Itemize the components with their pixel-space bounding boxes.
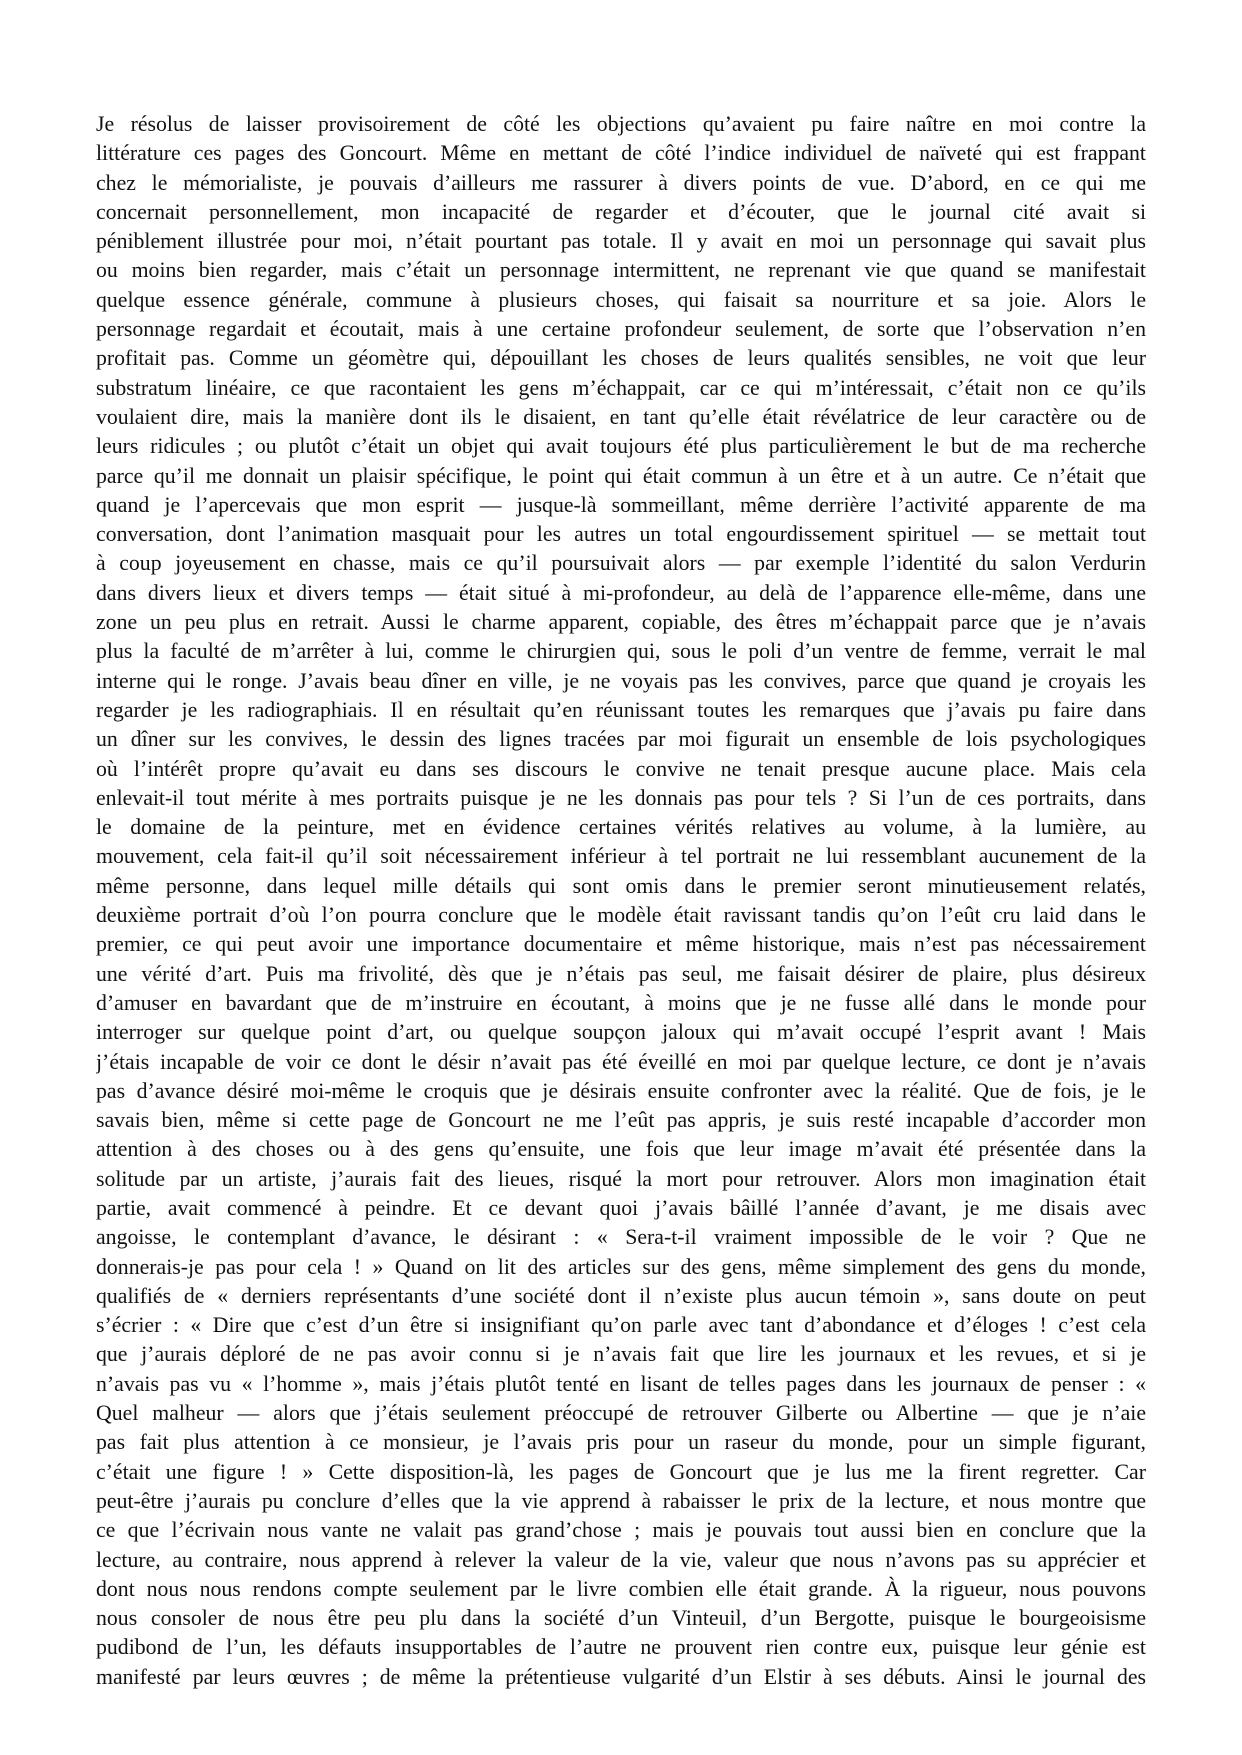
- text-line: Je résolus de laisser provisoirement de côté les objections qu’avaient pu faire naître en moi contre la: [96, 112, 1146, 136]
- text-line: littérature ces pages des Goncourt. Même en mettant de côté l’indice individuel de naïveté qui est frappant: [96, 141, 1146, 166]
- text-line: regarder je les radiographiais. Il en résultait qu’en réunissant toutes les remarques que j’avais pu faire dans: [96, 697, 1146, 722]
- text-line: peut-être j’aurais pu conclure d’elles que la vie apprend à rabaisser le prix de la lecture, et nous montre que: [96, 1488, 1146, 1513]
- text-line: premier, ce qui peut avoir une importance documentaire et même historique, mais n’est pas nécessairement: [96, 932, 1146, 957]
- text-line: pas d’avance désiré moi-même le croquis que je désirais ensuite confronter avec la réalité. Que de fois, je le: [96, 1078, 1146, 1103]
- text-line: profitait pas. Comme un géomètre qui, dépouillant les choses de leurs qualités sensibles, ne voit que leur: [96, 346, 1146, 371]
- text-line: j’étais incapable de voir ce dont le désir n’avait pas été éveillé en moi par quelque lecture, ce dont je n’avais: [96, 1049, 1146, 1074]
- text-line: pas fait plus attention à ce monsieur, je l’avais pris pour un raseur du monde, pour un simple figurant,: [96, 1430, 1146, 1455]
- text-line: parce qu’il me donnait un plaisir spécifique, le point qui était commun à un être et à un autre. Ce n’était que: [96, 463, 1146, 488]
- text-line: conversation, dont l’animation masquait pour les autres un total engourdissement spirituel — se mettait tout: [96, 522, 1146, 547]
- text-line: à coup joyeusement en chasse, mais ce qu’il poursuivait alors — par exemple l’identité du salon Verdurin: [96, 551, 1146, 576]
- text-line: quelque essence générale, commune à plusieurs choses, qui faisait sa nourriture et sa joie. Alors le: [96, 287, 1146, 312]
- text-line: chez le mémorialiste, je pouvais d’ailleurs me rassurer à divers points de vue. D’abord, en ce qui me: [96, 170, 1146, 195]
- text-line: plus la faculté de m’arrêter à lui, comme le chirurgien qui, sous le poli d’un ventre de femme, verrait le mal: [96, 639, 1146, 664]
- text-line: solitude par un artiste, j’aurais fait des lieues, risqué la mort pour retrouver. Alors mon imagination était: [96, 1166, 1146, 1191]
- text-line: dont nous nous rendons compte seulement par le livre combien elle était grande. À la rigueur, nous pouvons: [96, 1576, 1146, 1601]
- text-line: zone un peu plus en retrait. Aussi le charme apparent, copiable, des êtres m’échappait parce que je n’avais: [96, 610, 1146, 635]
- text-line: lecture, au contraire, nous apprend à relever la valeur de la vie, valeur que nous n’avons pas su apprécier et: [96, 1547, 1146, 1572]
- text-line: manifesté par leurs œuvres ; de même la prétentieuse vulgarité d’un Elstir à ses débuts. Ainsi le journal des: [96, 1664, 1146, 1689]
- text-line: pudibond de l’un, les défauts insupportables de l’autre ne prouvent rien contre eux, puisque leur génie est: [96, 1635, 1146, 1660]
- text-line: le domaine de la peinture, met en évidence certaines vérités relatives au volume, à la lumière, au: [96, 815, 1146, 840]
- body-text: [96, 110, 1146, 1721]
- text-line: un dîner sur les convives, le dessin des lignes tracées par moi figurait un ensemble de lois psychologiques: [96, 727, 1146, 752]
- text-line: donnerais-je pas pour cela ! » Quand on lit des articles sur des gens, même simplement des gens du monde,: [96, 1254, 1146, 1279]
- text-line: [96, 1692, 1146, 1721]
- text-line: n’avais pas vu « l’homme », mais j’étais plutôt tenté en lisant de telles pages dans les journaux de penser : «: [96, 1371, 1146, 1396]
- text-line: péniblement illustrée pour moi, n’était pourtant pas totale. Il y avait en moi un personnage qui savait plus: [96, 229, 1146, 254]
- text-line: c’était une figure ! » Cette disposition-là, les pages de Goncourt que je lus me la firent regretter. Car: [96, 1459, 1146, 1484]
- text-line: angoisse, le contemplant d’avance, le désirant : « Sera-t-il vraiment impossible de le voir ? Que ne: [96, 1225, 1146, 1250]
- text-line: que j’aurais déploré de ne pas avoir connu si je n’avais fait que lire les journaux et les revues, et si je: [96, 1342, 1146, 1367]
- text-line: qualifiés de « derniers représentants d’une société dont il n’existe plus aucun témoin », sans doute on peut: [96, 1283, 1146, 1308]
- text-line: concernait personnellement, mon incapacité de regarder et d’écouter, que le journal cité avait si: [96, 199, 1146, 224]
- text-line: leurs ridicules ; ou plutôt c’était un objet qui avait toujours été plus particulièrement le but de ma recherche: [96, 434, 1146, 459]
- text-line: mouvement, cela fait-il qu’il soit nécessairement inférieur à tel portrait ne lui ressemblant aucunement de la: [96, 844, 1146, 869]
- text-line: s’écrier : « Dire que c’est d’un être si insignifiant qu’on parle avec tant d’abondance et d’éloges ! c’est cela: [96, 1313, 1146, 1338]
- text-line: ce que l’écrivain nous vante ne valait pas grand’chose ; mais je pouvais tout aussi bien en conclure que la: [96, 1518, 1146, 1543]
- text-line: personnage regardait et écoutait, mais à une certaine profondeur seulement, de sorte que l’observation n’en: [96, 317, 1146, 342]
- text-line: interne qui le ronge. J’avais beau dîner en ville, je ne voyais pas les convives, parce que quand je croyais les: [96, 668, 1146, 693]
- text-line: nous consoler de nous être peu plu dans la société d’un Vinteuil, d’un Bergotte, puisque le bourgeoisisme: [96, 1606, 1146, 1631]
- text-line: partie, avait commencé à peindre. Et ce devant quoi j’avais bâillé l’année d’avant, je me disais avec: [96, 1195, 1146, 1220]
- text-line: enlevait-il tout mérite à mes portraits puisque je ne les donnais pas pour tels ? Si l’un de ces portraits, dans: [96, 785, 1146, 810]
- text-line: quand je l’apercevais que mon esprit — jusque-là sommeillant, même derrière l’activité apparente de ma: [96, 492, 1146, 517]
- text-line: Quel malheur — alors que j’étais seulement préoccupé de retrouver Gilberte ou Albertine — que je n’aie: [96, 1401, 1146, 1426]
- text-line: voulaient dire, mais la manière dont ils le disaient, en tant qu’elle était révélatrice de leur caractère ou de: [96, 404, 1146, 429]
- text-line: savais bien, même si cette page de Goncourt ne me l’eût pas appris, je suis resté incapable d’accorder mon: [96, 1108, 1146, 1133]
- text-line: interroger sur quelque point d’art, ou quelque soupçon jaloux qui m’avait occupé l’esprit avant ! Mais: [96, 1020, 1146, 1045]
- text-line: deuxième portrait d’où l’on pourra conclure que le modèle était ravissant tandis qu’on l’eût cru laid dans le: [96, 903, 1146, 928]
- text-line: une vérité d’art. Puis ma frivolité, dès que je n’étais pas seul, me faisait désirer de plaire, plus désireux: [96, 961, 1146, 986]
- text-line: même personne, dans lequel mille détails qui sont omis dans le premier seront minutieusement relatés,: [96, 873, 1146, 898]
- text-line: ou moins bien regarder, mais c’était un personnage intermittent, ne reprenant vie que quand se manifestait: [96, 258, 1146, 283]
- text-line: où l’intérêt propre qu’avait eu dans ses discours le convive ne tenait presque aucune place. Mais cela: [96, 756, 1146, 781]
- text-line: substratum linéaire, ce que racontaient les gens m’échappait, car ce qui m’intéressait, c’était non ce qu’ils: [96, 375, 1146, 400]
- text-line: d’amuser en bavardant que de m’instruire en écoutant, à moins que je ne fusse allé dans le monde pour: [96, 990, 1146, 1015]
- text-line: attention à des choses ou à des gens qu’ensuite, une fois que leur image m’avait été présentée dans la: [96, 1137, 1146, 1162]
- text-line: dans divers lieux et divers temps — était situé à mi-profondeur, au delà de l’apparence elle-même, dans une: [96, 580, 1146, 605]
